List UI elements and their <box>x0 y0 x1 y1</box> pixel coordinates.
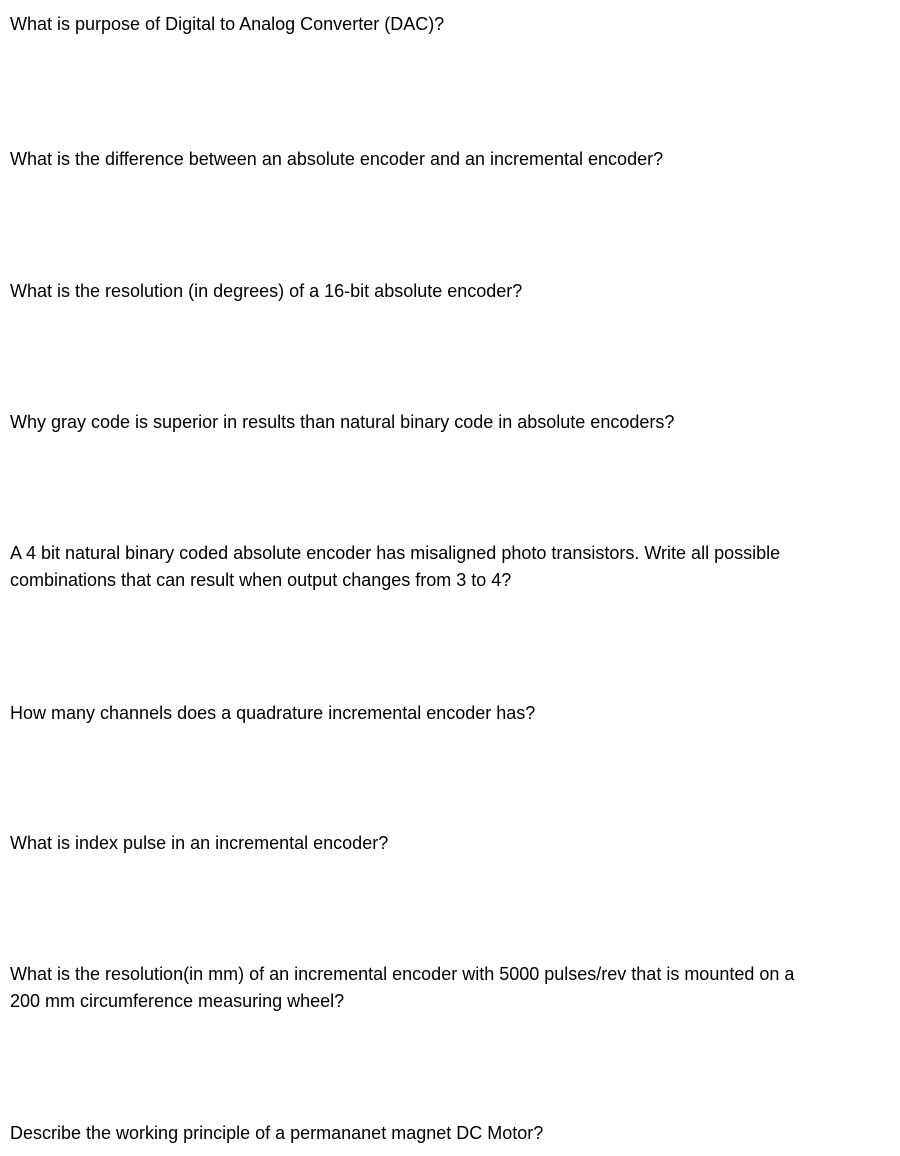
question-6-text: How many channels does a quadrature incremental encoder has? <box>10 703 536 723</box>
question-3-text: What is the resolution (in degrees) of a 16-bit absolute encoder? <box>10 281 523 301</box>
question-2 <box>10 146 890 173</box>
question-9 <box>10 1120 890 1147</box>
question-2-text: What is the difference between an absolute encoder and an incremental encoder? <box>10 149 664 169</box>
question-8 <box>10 961 890 1015</box>
question-8-line-1: What is the resolution(in mm) of an incremental encoder with 5000 pulses/rev that is mounted on a <box>10 964 795 984</box>
question-4-text: Why gray code is superior in results than natural binary code in absolute encoders? <box>10 412 675 432</box>
question-7 <box>10 830 890 857</box>
question-5 <box>10 540 890 594</box>
question-5-line-2: combinations that can result when output changes from 3 to 4? <box>10 570 512 590</box>
question-8-line-2: 200 mm circumference measuring wheel? <box>10 991 345 1011</box>
question-4 <box>10 409 890 436</box>
question-6 <box>10 700 890 727</box>
question-5-line-1: A 4 bit natural binary coded absolute encoder has misaligned photo transistors. Write all possible <box>10 543 781 563</box>
question-9-text: Describe the working principle of a permananet magnet DC Motor? <box>10 1123 544 1143</box>
question-1 <box>10 11 890 38</box>
question-7-text: What is index pulse in an incremental encoder? <box>10 833 389 853</box>
question-1-text: What is purpose of Digital to Analog Converter (DAC)? <box>10 14 445 34</box>
question-3 <box>10 278 890 305</box>
